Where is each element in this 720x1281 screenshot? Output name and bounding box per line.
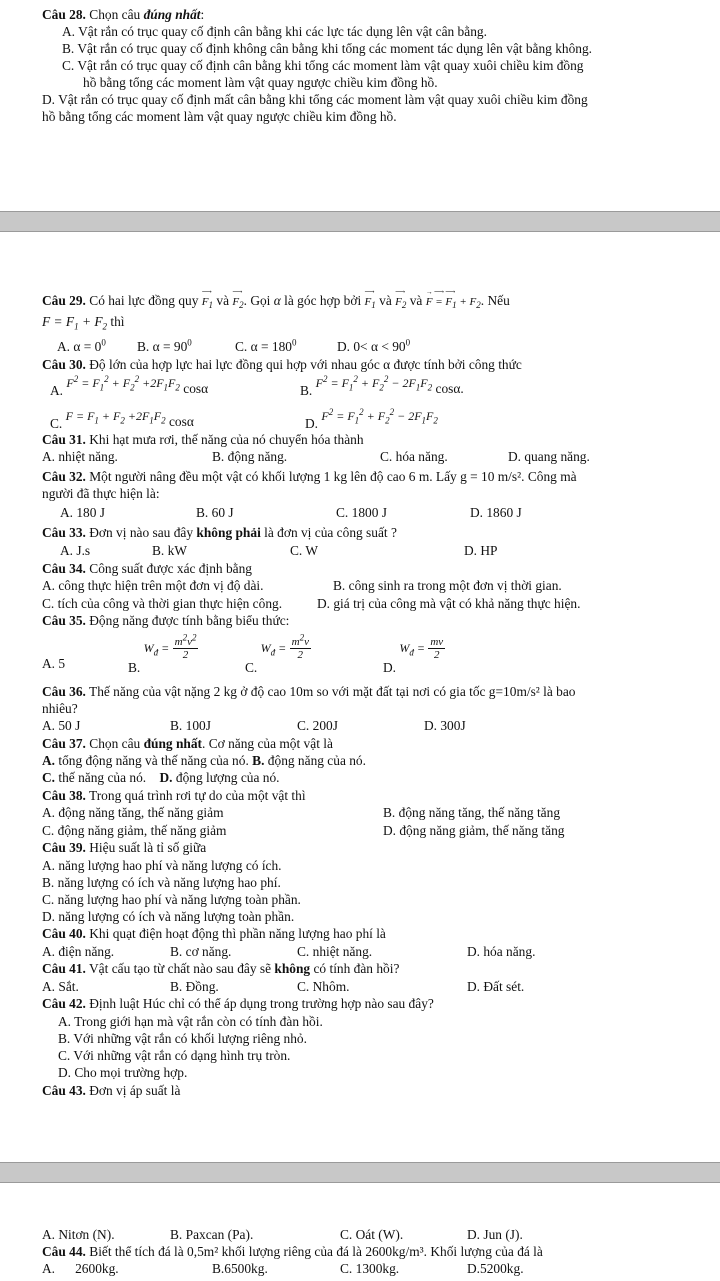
q42-option-b: B. Với những vật rắn có khối lượng riêng nhỏ. [58,1031,307,1046]
q38-option-b: B. động năng tăng, thế năng tăng [383,805,561,820]
q39-option-b: B. năng lượng có ích và năng lượng hao phí. [42,875,281,890]
q31-option-b: B. động năng. [212,449,288,464]
q42-option-c: C. Với những vật rắn có dạng hình trụ tròn. [58,1048,291,1063]
q43-option-c: C. Oát (W). [340,1227,404,1242]
vector-sum-equation: → ⟶ ⟶ $F = F_1 + F_2$ [425,288,481,311]
q37-options-row1: A. tổng động năng và thế năng của nó. B. động năng của nó. [42,753,366,768]
question-label: Câu 28. [42,7,86,22]
q39-option-d: D. năng lượng có ích và năng lượng toàn phần. [42,909,295,924]
q28-option-b: B. Vật rắn có trục quay cố định không cân bằng khi tổng các moment tác dụng lên vật bằng không. [62,41,593,56]
q36-option-b: B. 100J [170,718,211,733]
q35-option-a: A. 5 [42,656,66,671]
vector-f1: ⟶ $F_1$ [364,288,376,311]
q29-option-d: D. $0< \alpha < 90^0$ [337,337,411,354]
question-35-stem: Câu 35. Động năng được tính bằng biểu thức: [42,613,290,628]
q33-option-d: D. HP [464,543,498,558]
q38-option-d: D. động năng giảm, thế năng tăng [383,823,565,838]
q28-option-c-line2: hồ bằng tổng các moment làm vật quay ngược chiều kim đồng hồ. [83,75,438,90]
question-41-stem: Câu 41. Vật cấu tạo từ chất nào sau đây sẽ không có tính đàn hồi? [42,961,400,976]
q28-option-a: A. Vật rắn có trục quay cố định cân bằng khi các lực tác dụng lên vật cân bằng. [62,24,487,39]
question-36-stem-line2: nhiêu? [42,701,78,716]
page-separator [0,1163,720,1182]
q39-option-c: C. năng lượng hao phí và năng lượng toàn phần. [42,892,301,907]
q40-option-b: B. cơ năng. [170,944,232,959]
q29-option-a: A. $\alpha = 0^0$ [57,337,106,354]
q28-option-d-line2: hồ bằng tổng các moment làm vật quay ngược chiều kim đồng hồ. [42,109,397,124]
q41-option-a: A. Sắt. [42,979,79,994]
q44-option-a: A. 2600kg. [42,1261,119,1276]
page-block-3 [0,1183,720,1281]
q35-option-c: C. $W_đ$ = $\frac{m^2v}{2}$ [245,632,309,675]
fraction: $\frac{m^2v^2}{2}$ [174,632,197,661]
q31-option-d: D. quang năng. [508,449,590,464]
q35-option-d: D. $W_đ$ = $\frac{mv}{2}$ [383,636,444,675]
q33-option-c: C. W [290,543,319,558]
q34-option-c: C. tích của công và thời gian thực hiện công. [42,596,283,611]
q29-option-c: C. $\alpha = 180^0$ [235,337,297,354]
q43-option-b: B. Paxcan (Pa). [170,1227,254,1242]
question-44-stem: Câu 44. Biết thể tích đá là 0,5m² khối lượng riêng của đá là 2600kg/m³. Khối lượng của đá là [42,1244,543,1259]
q28-option-d-line1: D. Vật rắn có trục quay cố định mất cân bằng khi tổng các moment làm vật quay xuôi chiều kim đồng [42,92,588,107]
question-34-stem: Câu 34. Công suất được xác định bằng [42,561,252,576]
q32-option-b: B. 60 J [196,505,234,520]
q29-option-b: B. $\alpha = 90^0$ [137,337,192,354]
question-29-condition: $F = F_1 + F_2$ thì [42,314,125,332]
question-38-stem: Câu 38. Trong quá trình rơi tự do của một vật thì [42,788,306,803]
q28-option-c-line1: C. Vật rắn có trục quay cố định cân bằng khi tổng các moment làm vật quay xuôi chiều kim đồng [62,58,584,73]
q41-option-b: B. Đồng. [170,979,219,994]
question-42-stem: Câu 42. Định luật Húc chỉ có thể áp dụng trong trường hợp nào sau đây? [42,996,434,1011]
q36-option-d: D. 300J [424,718,466,733]
vector-f1: ⟶ $F_1$ [201,288,214,311]
q44-option-d: D.5200kg. [467,1261,524,1276]
question-33-stem: Câu 33. Đơn vị nào sau đây không phải là đơn vị của công suất ? [42,525,397,540]
q36-option-c: C. 200J [297,718,338,733]
question-43-stem: Câu 43. Đơn vị áp suất là [42,1083,181,1098]
q34-option-a: A. công thực hiện trên một đơn vị độ dài. [42,578,264,593]
q32-option-a: A. 180 J [60,505,106,520]
question-32-stem: Câu 32. Một người nâng đều một vật có khối lượng 1 kg lên độ cao 6 m. Lấy g = 10 m/s². Công mà [42,469,577,484]
q42-option-d: D. Cho mọi trường hợp. [58,1065,188,1080]
q35-option-b: B. $W_đ$ = $\frac{m^2v^2}{2}$ [128,632,197,675]
q37-options-row2: C. thế năng của nó. D. động lượng của nó. [42,770,280,785]
q43-option-a: A. Nitơn (N). [42,1227,115,1242]
q38-option-c: C. động năng giảm, thế năng giảm [42,823,227,838]
question-31-stem: Câu 31. Khi hạt mưa rơi, thế năng của nó chuyển hóa thành [42,432,364,447]
q40-option-d: D. hóa năng. [467,944,536,959]
page-block-1 [0,0,720,211]
vector-f2: ⟶ $F_2$ [232,288,244,311]
q34-option-b: B. công sinh ra trong một đơn vị thời gian. [333,578,562,593]
q44-option-c: C. 1300kg. [340,1261,400,1276]
q43-option-d: D. Jun (J). [467,1227,523,1242]
fraction: $\frac{mv}{2}$ [430,636,444,661]
q31-option-a: A. nhiệt năng. [42,449,118,464]
q31-option-c: C. hóa năng. [380,449,448,464]
page-block-2 [0,232,720,1162]
q40-option-a: A. điện năng. [42,944,115,959]
question-37-stem: Câu 37. Chọn câu đúng nhất. Cơ năng của một vật là [42,736,333,751]
question-29-stem: Câu 29. Có hai lực đồng quy ⟶ $F_1$ và ⟶ $F_2$. Gọi α là góc hợp bởi ⟶ $F_1$ và ⟶ $F_2$ và → ⟶ ⟶ $F = F_1 + F_2$. Nếu [42,288,510,311]
q30-option-d: D. $F^2 = F_1^2 + F_2^2 - 2F_1F_2$ [305,407,438,431]
q39-option-a: A. năng lượng hao phí và năng lượng có ích. [42,858,282,873]
q30-option-a: A. $F^2 = F_1^2 + F_2^2 +2F_1F_2$ cosα [50,374,209,398]
q30-option-b: B. $F^2 = F_1^2 + F_2^2 - 2F_1F_2$ cosα. [300,374,464,398]
q32-option-d: D. 1860 J [470,505,522,520]
q30-option-c: C. $F = F_1 + F_2 +2F_1F_2$ cosα [50,409,194,431]
q44-option-b: B.6500kg. [212,1261,268,1276]
q40-option-c: C. nhiệt năng. [297,944,373,959]
question-39-stem: Câu 39. Hiệu suất là tỉ số giữa [42,840,207,855]
question-30-stem: Câu 30. Độ lớn của hợp lực hai lực đồng qui hợp với nhau góc α được tính bởi công thức [42,357,522,372]
q32-option-c: C. 1800 J [336,505,387,520]
question-40-stem: Câu 40. Khi quạt điện hoạt động thì phần năng lượng hao phí là [42,926,386,941]
q36-option-a: A. 50 J [42,718,81,733]
question-36-stem: Câu 36. Thế năng của vật nặng 2 kg ở độ cao 10m so với mặt đất tại nơi có gia tốc g=10m/s² là bao [42,684,576,699]
q42-option-a: A. Trong giới hạn mà vật rắn còn có tính đàn hồi. [58,1014,323,1029]
q33-option-b: B. kW [152,543,187,558]
q34-option-d: D. giá trị của công mà vật có khả năng thực hiện. [317,596,581,611]
fraction: $\frac{m^2v}{2}$ [291,632,309,661]
question-28-stem: Câu 28. Chọn câu đúng nhất: [42,7,205,22]
q41-option-c: C. Nhôm. [297,979,350,994]
page-separator [0,212,720,231]
q38-option-a: A. động năng tăng, thế năng giảm [42,805,224,820]
vector-f2: ⟶ $F_2$ [395,288,407,311]
question-32-stem-line2: người đã thực hiện là: [42,486,160,501]
q33-option-a: A. J.s [60,543,91,558]
q41-option-d: D. Đất sét. [467,979,525,994]
